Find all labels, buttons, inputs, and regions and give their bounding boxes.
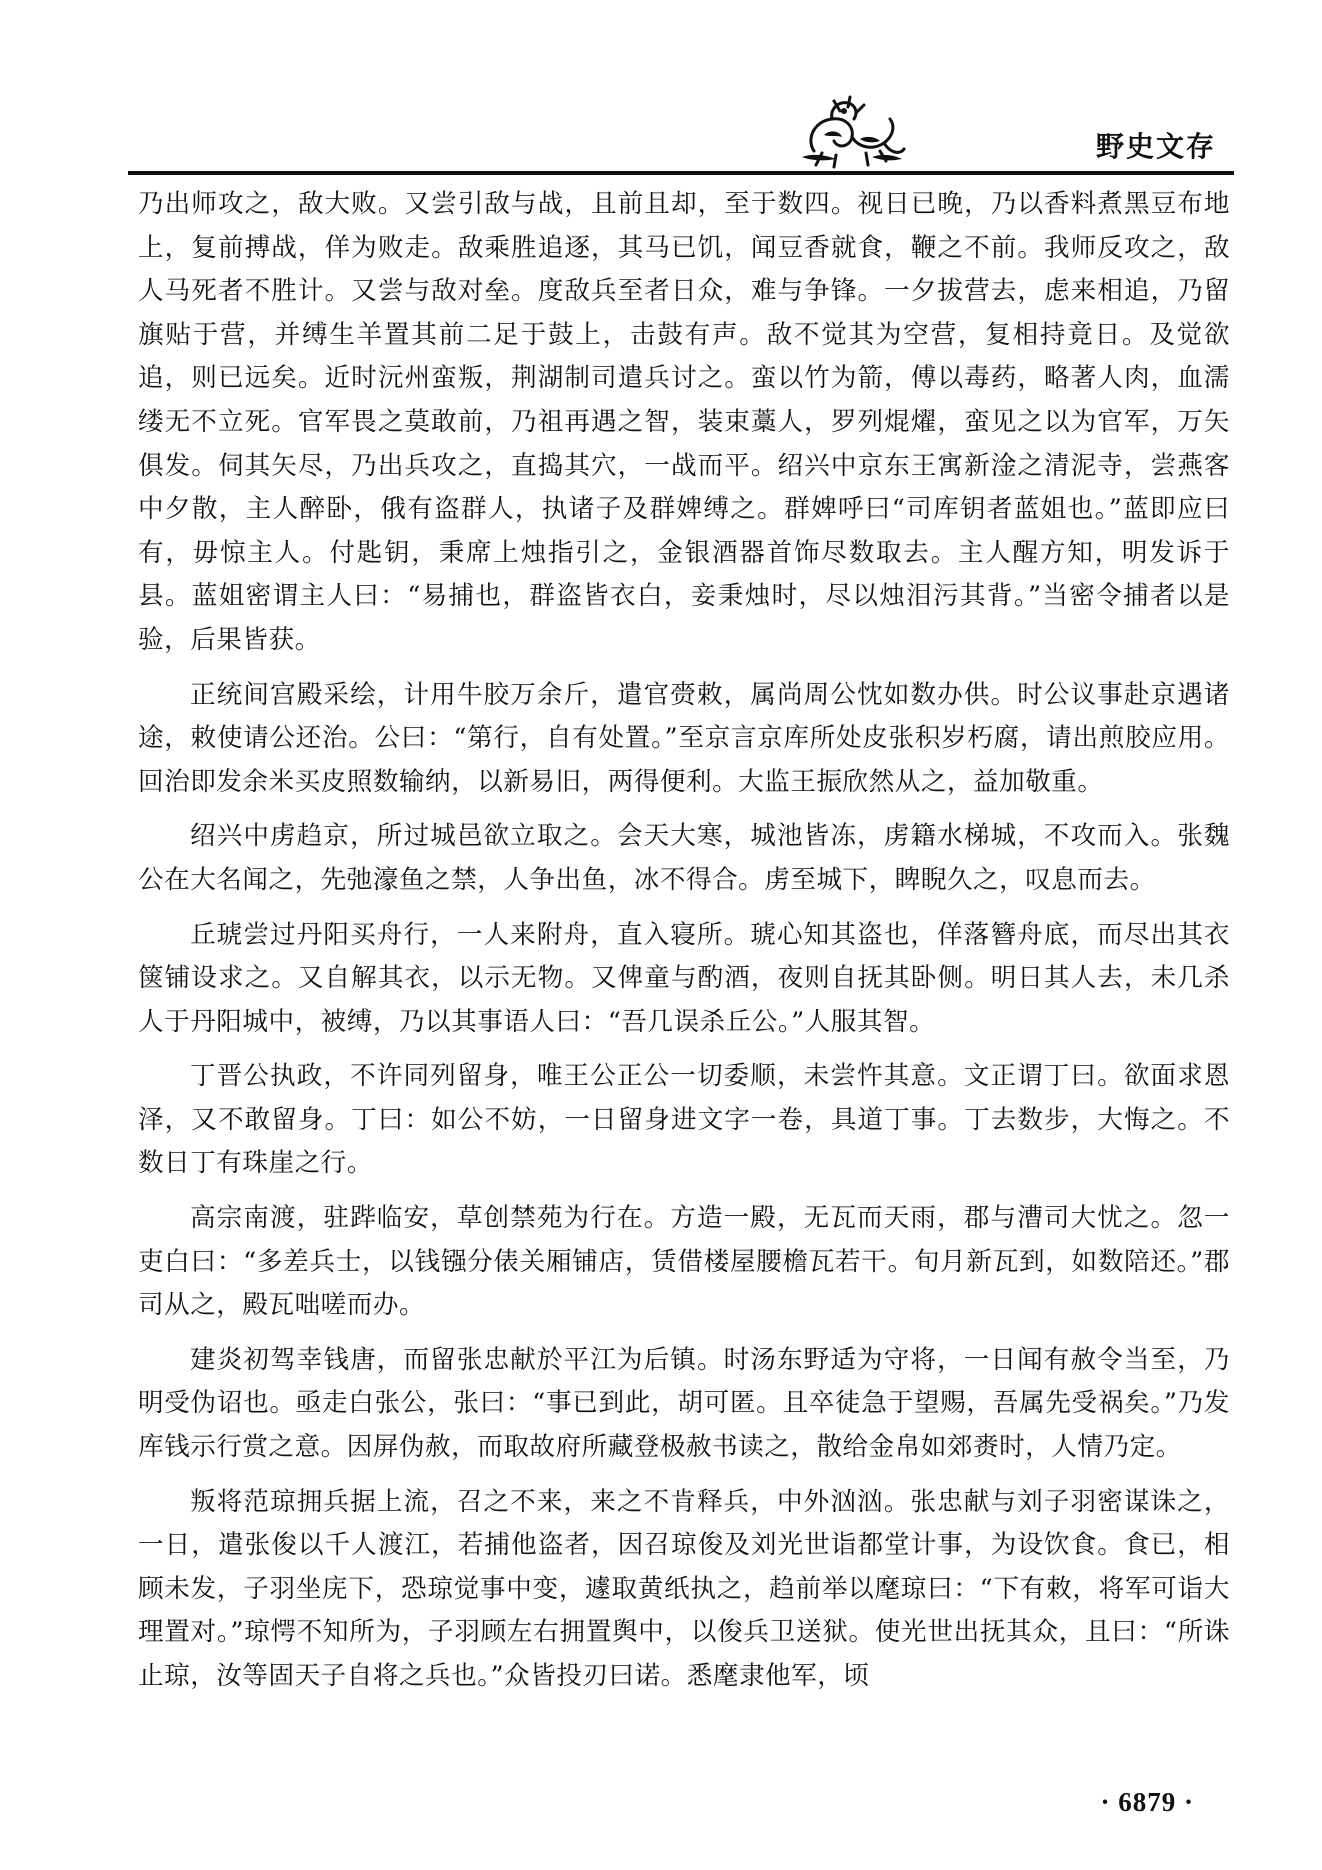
paragraph: 高宗南渡，驻跸临安，草创禁苑为行在。方造一殿，无瓦而天雨，郡与漕司大忧之。忽一吏白曰：“多差兵士，以钱镪分俵关厢铺店，赁借楼屋腰檐瓦若干。旬月新瓦到，如数陪还。”郡司从之，殿瓦咄嗟而办。 <box>138 1203 1230 1321</box>
paragraph: 叛将范琼拥兵据上流，召之不来，来之不肯释兵，中外汹汹。张忠献与刘子羽密谋诛之，一日，遣张俊以千人渡江，若捕他盗者，因召琼俊及刘光世诣都堂计事，为设饮食。食已，相顾未发，子羽坐庑下，恐琼觉事中变，遽取黄纸执之，趋前举以麾琼曰：“下有敕，将军可诣大理置对。”琼愕不知所为，子羽顾左右拥置舆中，以俊兵卫送狱。使光世出抚其众，且曰：“所诛止琼，汝等固天子自将之兵也。”众皆投刃曰诺。悉麾隶他军，顷 <box>138 1486 1230 1691</box>
paragraph: 正统间宫殿采绘，计用牛胶万余斤，遣官赍敕，属尚周公忱如数办供。时公议事赴京遇诸途，敕使请公还治。公曰：“第行，自有处置。”至京言京库所处皮张积岁朽腐，请出煎胶应用。回治即发余米买皮照数输纳，以新易旧，两得便利。大监王振欣然从之，益加敬重。 <box>138 679 1230 797</box>
page-number: · 6879 · <box>1100 1787 1194 1817</box>
running-header <box>128 95 1234 175</box>
paragraph: 丘琥尝过丹阳买舟行，一人来附舟，直入寝所。琥心知其盗也，佯落簪舟底，而尽出其衣箧铺设求之。又自解其衣，以示无物。又俾童与酌酒，夜则自抚其卧侧。明日其人去，未几杀人于丹阳城中，被缚，乃以其事语人曰：“吾几误杀丘公。”人服其智。 <box>138 919 1230 1037</box>
paragraph: 建炎初驾幸钱唐，而留张忠献於平江为后镇。时汤东野适为守将，一日闻有赦令当至，乃明受伪诏也。亟走白张公，张曰：“事已到此，胡可匿。且卒徒急于望赐，吾属先受祸矣。”乃发库钱示行赏之意。因屏伪赦，而取故府所藏登极赦书读之，散给金帛如郊赉时，人情乃定。 <box>138 1344 1230 1463</box>
paragraph: 乃出师攻之，敌大败。又尝引敌与战，且前且却，至于数四。视日已晚，乃以香料煮黑豆布地上，复前搏战，佯为败走。敌乘胜追逐，其马已饥，闻豆香就食，鞭之不前。我师反攻之，敌人马死者不胜计。又尝与敌对垒。度敌兵至者日众，难与争锋。一夕拔营去，虑来相追，乃留旗贴于营，并缚生羊置其前二足于鼓上，击鼓有声。敌不觉其为空营，复相持竟日。及觉欲追，则已远矣。近时沅州蛮叛，荆湖制司遣兵讨之。蛮以竹为箭，傅以毒药，略著人肉，血濡缕无不立死。官军畏之莫敢前，乃祖再遇之智，装束藁人，罗列焜燿，蛮见之以为官军，万矢俱发。伺其矢尽，乃出兵攻之，直捣其穴，一战而平。绍兴中京东王寓新淦之清泥寺，尝燕客中夕散，主人醉卧，俄有盗群人，执诸子及群婢缚之。群婢呼曰“司库钥者蓝姐也。”蓝即应曰有，毋惊主人。付匙钥，秉席上烛指引之，金银酒器首饰尽数取去。主人醒方知，明发诉于县。蓝姐密谓主人曰：“易捕也，群盗皆衣白，妾秉烛时，尽以烛泪污其背。”当密令捕者以是验，后果皆获。 <box>138 189 1230 655</box>
header-rule <box>128 171 1234 175</box>
paragraph: 丁晋公执政，不许同列留身，唯王公正公一切委顺，未尝忤其意。文正谓丁曰。欲面求恩泽，又不敢留身。丁曰：如公不妨，一日留身进文字一卷，具道丁事。丁去数步，大悔之。不数日丁有珠崖之行。 <box>138 1061 1230 1179</box>
body-text <box>138 183 1230 1699</box>
running-title: 野史文存 <box>1095 130 1216 163</box>
paragraph: 绍兴中虏趋京，所过城邑欲立取之。会天大寒，城池皆冻，虏籍水梯城，不攻而入。张魏公在大名闻之，先弛濠鱼之禁，人争出鱼，冰不得合。虏至城下，睥睨久之，叹息而去。 <box>138 821 1230 895</box>
dragon-emblem-icon <box>796 95 908 173</box>
